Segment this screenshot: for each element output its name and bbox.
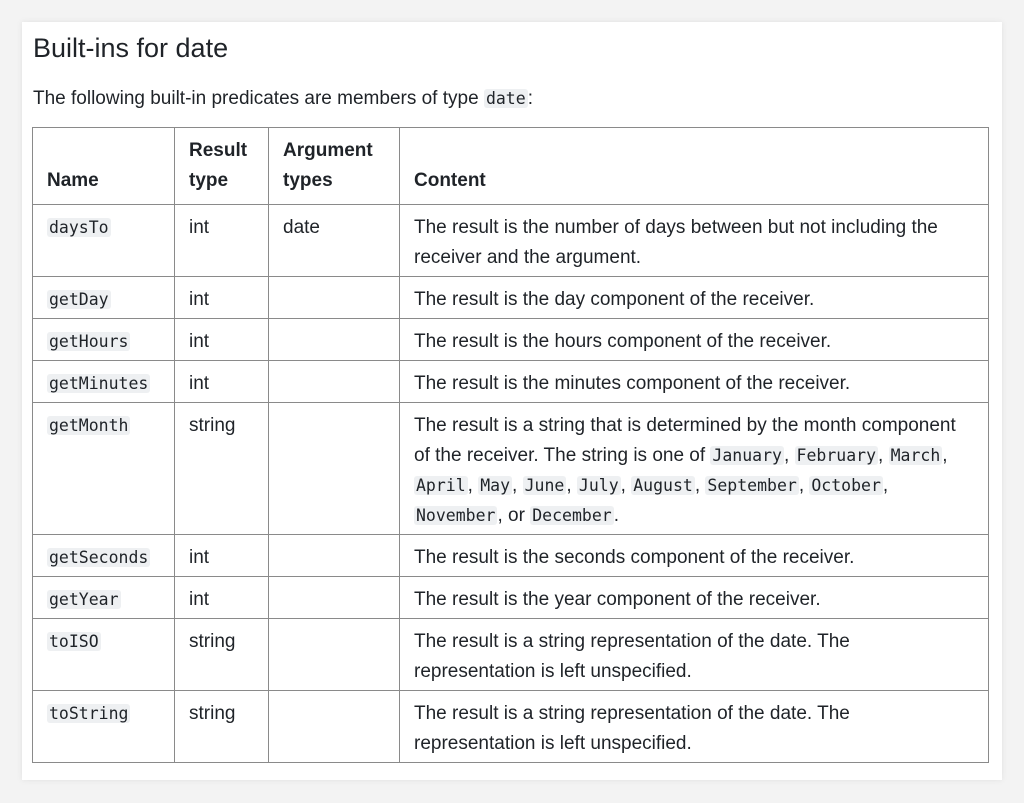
predicate-name: toString (49, 704, 129, 723)
header-result-type: Result type (175, 128, 269, 205)
table-row (33, 277, 989, 319)
cell-name (33, 319, 175, 361)
month-code: April (416, 476, 466, 495)
month-code: March (890, 446, 941, 465)
header-name: Name (33, 128, 175, 205)
predicate-name: getMonth (49, 416, 129, 435)
cell-name (33, 577, 175, 619)
cell-result-type: string (175, 691, 269, 763)
header-argument-types: Argument types (269, 128, 400, 205)
cell-result-type: int (175, 205, 269, 277)
cell-name (33, 535, 175, 577)
cell-argument-types (269, 277, 400, 319)
predicate-name: getMinutes (49, 374, 149, 393)
cell-name (33, 361, 175, 403)
cell-content: The result is a string that is determined by the month component of the receiver. The string is one of January , February , March , April , May , June , July , August , September , October , November , or December . (400, 403, 989, 535)
month-code: July (578, 476, 619, 495)
table-row (33, 535, 989, 577)
table-row (33, 577, 989, 619)
month-code: November (416, 506, 496, 525)
cell-result-type: string (175, 403, 269, 535)
table-header-row (33, 128, 989, 205)
cell-content: The result is the seconds component of the receiver. (400, 535, 989, 577)
cell-content: The result is a string representation of the date. The representation is left unspecified. (400, 619, 989, 691)
cell-content: The result is a string representation of the date. The representation is left unspecified. (400, 691, 989, 763)
cell-result-type: int (175, 319, 269, 361)
cell-argument-types (269, 535, 400, 577)
predicate-name: daysTo (49, 218, 109, 237)
content-card (22, 22, 1002, 780)
table-row (33, 403, 989, 535)
cell-result-type: int (175, 361, 269, 403)
table-row (33, 691, 989, 763)
builtins-table (32, 127, 989, 763)
month-code: December (532, 506, 612, 525)
cell-name (33, 403, 175, 535)
cell-argument-types: date (269, 205, 400, 277)
cell-argument-types (269, 691, 400, 763)
cell-name (33, 619, 175, 691)
cell-content: The result is the year component of the receiver. (400, 577, 989, 619)
cell-argument-types (269, 619, 400, 691)
cell-content: The result is the day component of the receiver. (400, 277, 989, 319)
predicate-name: toISO (49, 632, 99, 651)
cell-result-type: string (175, 619, 269, 691)
cell-content: The result is the hours component of the receiver. (400, 319, 989, 361)
predicate-name: getDay (49, 290, 109, 309)
cell-argument-types (269, 319, 400, 361)
cell-argument-types (269, 577, 400, 619)
cell-name (33, 277, 175, 319)
month-code: June (524, 476, 565, 495)
predicate-name: getHours (49, 332, 129, 351)
predicate-name: getSeconds (49, 548, 149, 567)
cell-content: The result is the number of days between but not including the receiver and the argument. (400, 205, 989, 277)
month-code: May (480, 476, 511, 495)
cell-result-type: int (175, 277, 269, 319)
cell-argument-types (269, 403, 400, 535)
intro-paragraph (33, 86, 533, 112)
month-code: February (796, 446, 877, 465)
cell-name (33, 691, 175, 763)
table-row (33, 319, 989, 361)
cell-content: The result is the minutes component of the receiver. (400, 361, 989, 403)
cell-result-type: int (175, 577, 269, 619)
intro-text: The following built-in predicates are members of type (33, 88, 484, 109)
intro-type-code: date (485, 89, 526, 108)
month-code: August (633, 476, 693, 495)
header-content: Content (400, 128, 989, 205)
cell-result-type: int (175, 535, 269, 577)
predicate-name: getYear (49, 590, 119, 609)
or-word: or (508, 505, 525, 526)
month-code: September (707, 476, 797, 495)
section-title: Built-ins for date (33, 33, 229, 63)
month-code: October (811, 476, 881, 495)
month-code: January (712, 446, 782, 465)
intro-suffix: : (527, 88, 533, 109)
month-content-suffix: . (613, 505, 619, 526)
table-row (33, 619, 989, 691)
cell-argument-types (269, 361, 400, 403)
table-row (33, 361, 989, 403)
table-row (33, 205, 989, 277)
cell-name (33, 205, 175, 277)
month-content-prefix: The result is a string that is determined by the month component of the receiver. The string is one of (414, 415, 956, 466)
